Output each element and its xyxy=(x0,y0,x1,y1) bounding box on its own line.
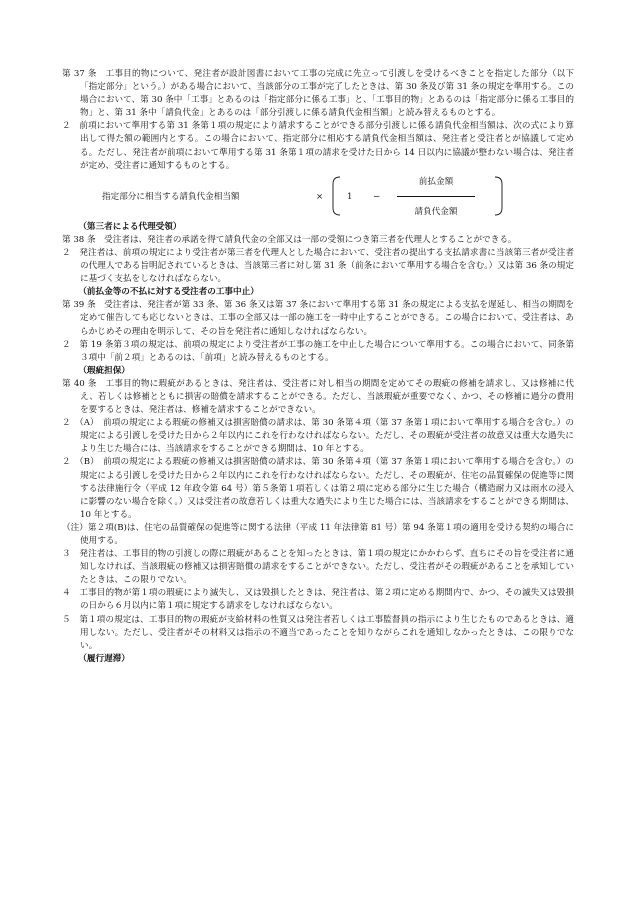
article-37-paragraph-1: 第 37 条 工事目的物について、発注者が設計図書において工事の完成に先立って引渡しを受けるべきことを指定した部分（以下「指定部分」という。）がある場合において、当該部分の工事が完了したときは、第 30 条及び第 31 条の規定を準用する。この場合において、第 30 条中「工事」とあるのは「指定部分に係る工事」と、「工事目的物」とあるのは「指定部分に係る工事目的物」と、第 31 条中「請負代金」とあるのは「部分引渡しに係る請負代金相当額」と読み替えるものとする。 xyxy=(62,69,574,119)
article-38-paragraph-2: ２ 発注者は、前項の規定により受注者が第三者を代理人とした場合において、受注者の提出する支払請求書に当該第三者が受注者の代理人である旨明記されているときは、当該第三者に対し第 31 条（前条において準用する場合を含む。）又は第 36 条の規定に基づく支払をしなければならない。 xyxy=(62,247,574,285)
article-39-paragraph-1: 第 39 条 受注者は、発注者が第 33 条、第 36 条又は第 37 条において準用する第 31 条の規定による支払を遅延し、相当の期間を定めて催告しても応じないときは、工事の全部又は一部の施工を一時中止することができる。この場合において、受注者は、あらかじめその理由を明示して、その旨を発注者に通知しなければならない。 xyxy=(62,300,574,337)
article-38-paragraph-1: 第 38 条 受注者は、発注者の承諾を得て請負代金の全部又は一部の受領につき第三者を代理人とすることができる。 xyxy=(62,234,517,245)
formula-fraction-line xyxy=(397,196,475,197)
formula-minus-sign: − xyxy=(373,191,381,202)
article-40-paragraph-2a: ２ （A） 前項の規定による瑕疵の修補又は損害賠償の請求は、第 30 条第４項（第 37 条第１項において準用する場合を含む。）の規定による引渡しを受けた日から２年以内にこれを行わなければならない。ただし、その瑕疵が受注者の故意又は重大な過失により生じた場合には、当該請求をすることができる期間は、10 年とする。 xyxy=(62,418,574,455)
article-40-paragraph-4: ４ 工事目的物が第１項の瑕疵により滅失し、又は毀損したときは、発注者は、第２項に定める期間内で、かつ、その滅失又は毀損の日から６月以内に第１項に規定する請求をしなければならない。 xyxy=(62,588,574,612)
article-37-paragraph-2: ２ 前項において準用する第 31 条第１項の規定により請求することができる部分引渡しに係る請負代金相当額は、次の式により算出して得た額の範囲内とする。この場合において、指定部分に相応する請負代金相当額は、発注者と受注者とが協議して定める。ただし、発注者が前項において準用する第 31 条第１項の請求を受けた日から 14 日以内に協議が整わない場合は、発注者が定め、受注者に通知するものとする。 xyxy=(62,121,574,171)
heading-article-41: （履行遅滞） xyxy=(78,653,130,664)
formula-right-bracket xyxy=(494,176,503,216)
article-40-paragraph-2b: ２ （B） 前項の規定による瑕疵の修補又は損害賠償の請求は、第 30 条第４項（第 37 条第１項において準用する場合を含む。）の規定による引渡しを受けた日から２年以内にこれを行わなければならない。ただし、その瑕疵が、住宅の品質確保の促進等に関する法律施行令（平成 12 年政令第 64 号）第５条第１項若しくは第２項に定める部分に生じた場合（構造耐力又は雨水の浸入に影響のない場合を除く。）又は受注者の故意若しくは重大な過失により生じた場合には、当該請求をすることができる期間は、10 年とする。 xyxy=(62,457,575,520)
payment-formula xyxy=(62,176,574,220)
formula-left-bracket xyxy=(332,176,341,216)
formula-numerator: 前払金額 xyxy=(418,176,454,187)
article-40-paragraph-5: ５ 第１項の規定は、工事目的物の瑕疵が支給材料の性質又は発注者若しくは工事監督員の指示により生じたものであるときは、適用しない。ただし、受注者がその材料又は指示の不適当であったことを知りながらこれを通知しなかったときは、この限りでない。 xyxy=(62,614,574,651)
formula-lhs: 指定部分に相当する請負代金相当額 xyxy=(102,191,240,202)
formula-one: 1 xyxy=(347,191,353,202)
document-page xyxy=(62,68,574,666)
article-40-paragraph-3: ３ 発注者は、工事目的物の引渡しの際に瑕疵があることを知ったときは、第１項の規定にかかわらず、直ちにその旨を受注者に通知しなければ、当該瑕疵の修補又は損害賠償の請求をすることができない。ただし、受注者がその瑕疵があることを承知していたときは、この限りでない。 xyxy=(62,549,574,586)
article-40-note: （注）第２項(B)は、住宅の品質確保の促進等に関する法律（平成 11 年法律第 81 号）第 94 条第１項の適用を受ける契約の場合に使用する。 xyxy=(62,522,574,546)
article-40-paragraph-1: 第 40 条 工事目的物に瑕疵があるときは、発注者は、受注者に対し相当の期間を定めてその瑕疵の修補を請求し、又は修補に代え、若しくは修補とともに損害の賠償を請求することができる。ただし、当該瑕疵が重要でなく、かつ、その修補に過分の費用を要するときは、発注者は、修補を請求することができない。 xyxy=(62,378,574,416)
formula-denominator: 請負代金額 xyxy=(414,206,458,217)
formula-times-sign: × xyxy=(316,191,324,202)
article-39-paragraph-2: ２ 第 19 条第３項の規定は、前項の規定により受注者が工事の施工を中止した場合について準用する。この場合において、同条第３項中「前２項」とあるのは、「前項」と読み替えるものとする。 xyxy=(62,339,574,363)
heading-article-38: （第三者による代理受領） xyxy=(78,221,182,232)
heading-article-39: （前払金等の不払に対する受注者の工事中止） xyxy=(78,287,259,298)
heading-article-40: （瑕疵担保） xyxy=(78,365,130,376)
